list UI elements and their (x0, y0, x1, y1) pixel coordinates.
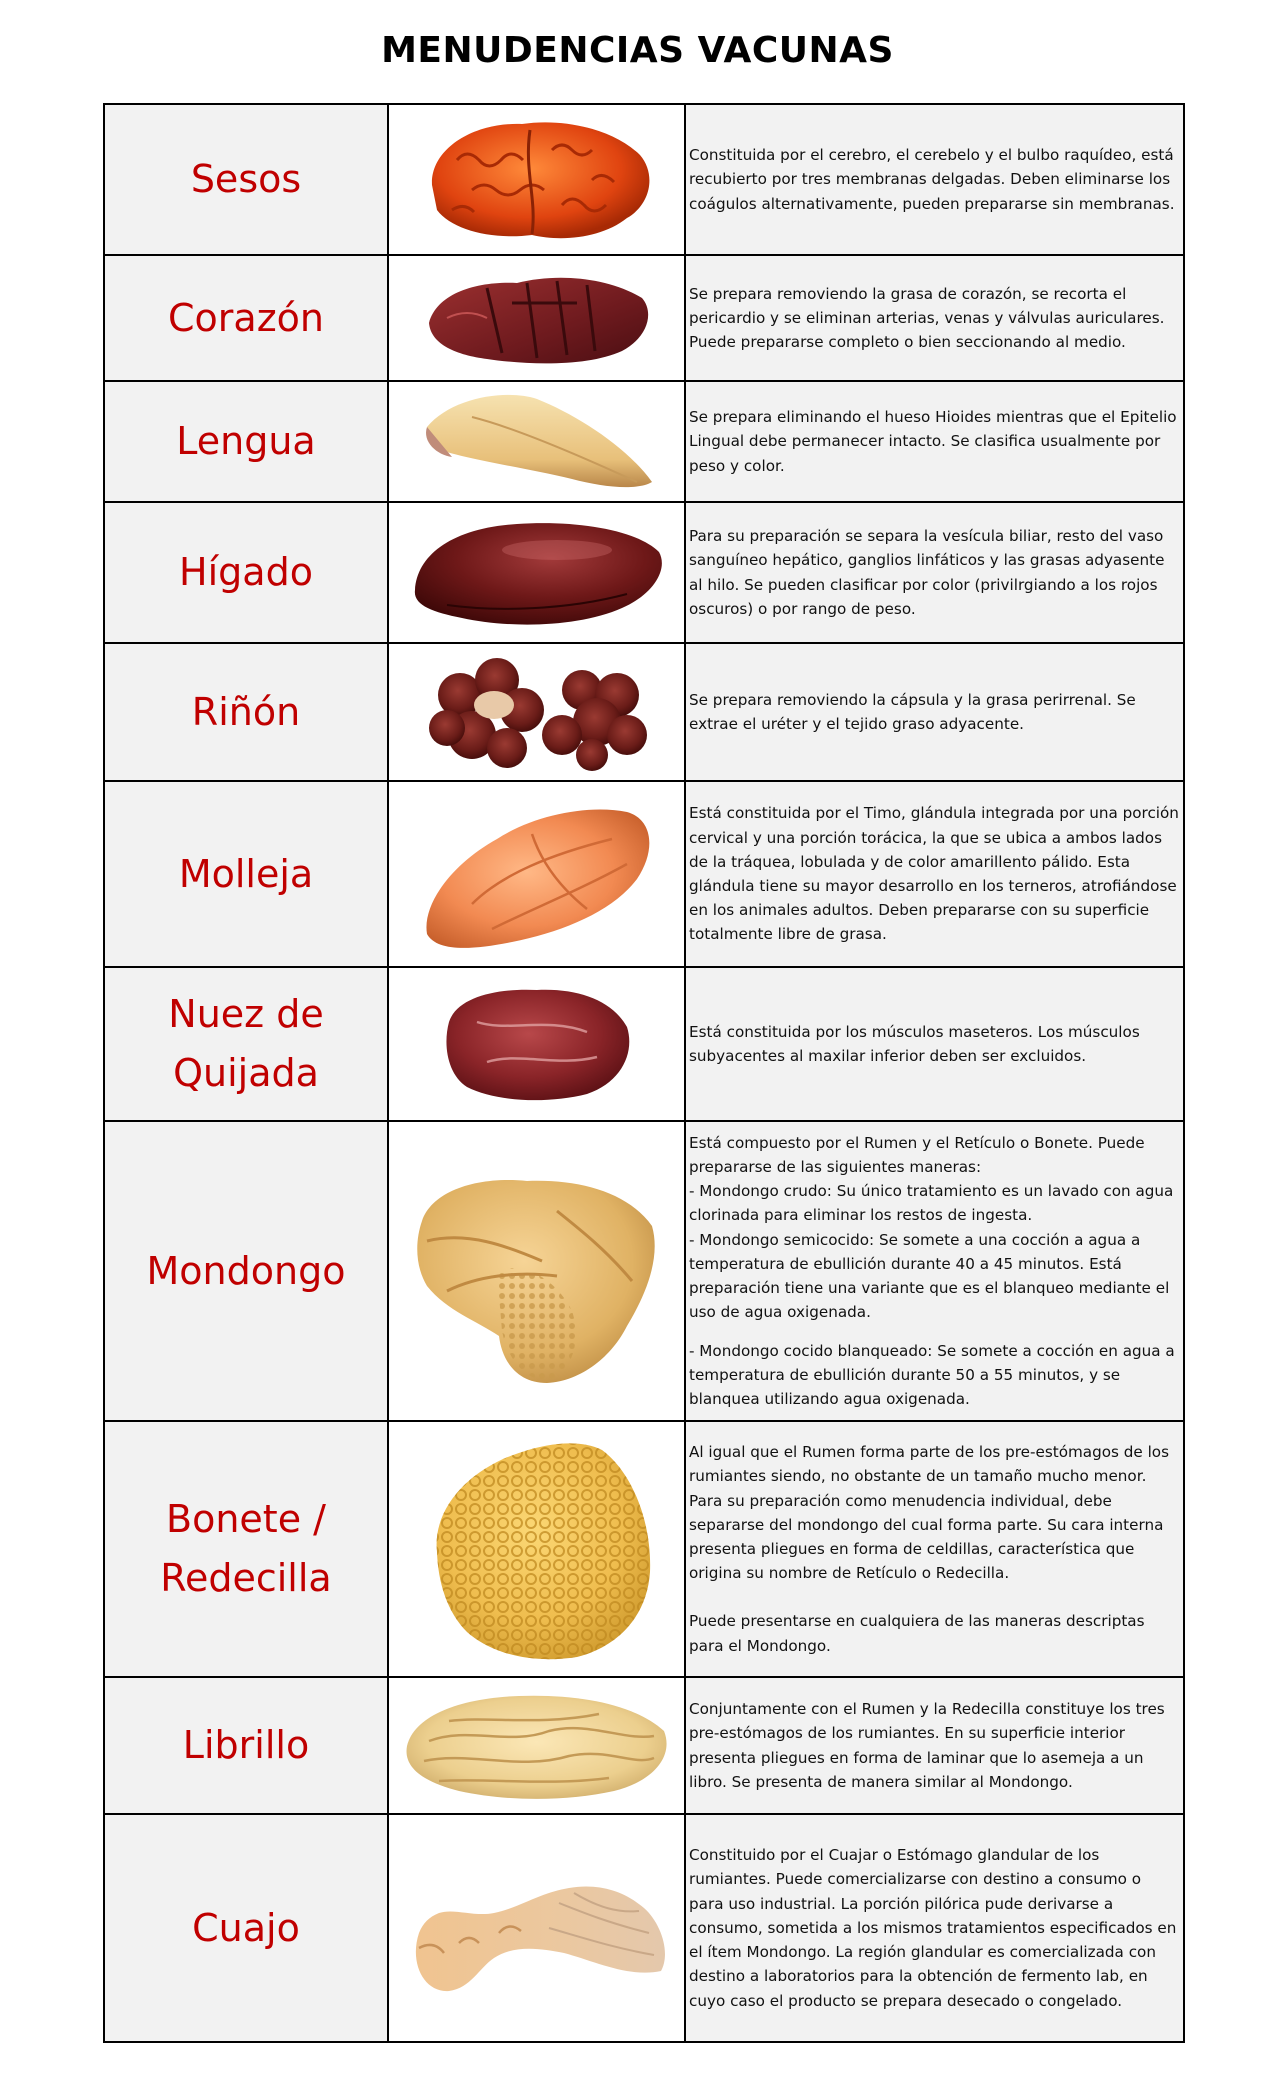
sesos-photo (412, 110, 662, 250)
rinon-photo (412, 650, 662, 775)
bonete-redecilla-photo (412, 1432, 662, 1667)
item-description (685, 502, 1184, 643)
item-image (388, 781, 685, 967)
item-image (388, 967, 685, 1121)
description-paragraph: Se prepara eliminando el hueso Hioides mientras que el Epitelio Lingual debe permanecer intacto. Se clasifica usualmente por peso y color. (689, 408, 1177, 475)
item-image (388, 1814, 685, 2042)
table-row (104, 967, 1184, 1121)
higado-photo (407, 510, 667, 635)
description-paragraph: Constituida por el cerebro, el cerebelo y el bulbo raquídeo, está recubierto por tres membranas delgadas. Deben eliminarse los coágulos alternativamente, pueden prepararse sin membranas. (689, 146, 1175, 213)
item-name: Librillo (104, 1677, 388, 1814)
table-row (104, 255, 1184, 381)
table-row (104, 1121, 1184, 1421)
item-description (685, 967, 1184, 1121)
molleja-photo (412, 794, 662, 954)
item-name: Sesos (104, 104, 388, 255)
description-paragraph: Está constituida por los músculos maseteros. Los músculos subyacentes al maxilar inferior deben ser excluidos. (689, 1022, 1140, 1065)
description-paragraph: - Mondongo cocido blanqueado: Se somete a cocción en agua a temperatura de ebullición durante 50 a 55 minutos, y se blanquea utilizando agua oxigenada. (689, 1341, 1175, 1408)
item-image (388, 1677, 685, 1814)
item-image (388, 1421, 685, 1677)
description-paragraph: Puede presentarse en cualquiera de las maneras descriptas para el Mondongo. (689, 1612, 1145, 1655)
table-row (104, 781, 1184, 967)
table-row (104, 643, 1184, 781)
item-description (685, 781, 1184, 967)
item-image (388, 502, 685, 643)
item-image (388, 104, 685, 255)
description-paragraph: Se prepara removiendo la grasa de corazón, se recorta el pericardio y se eliminan arterias, venas y válvulas auriculares. Puede prepararse completo o bien seccionando al medio. (689, 284, 1165, 352)
item-description (685, 381, 1184, 502)
table-row (104, 1677, 1184, 1814)
lengua-photo (412, 387, 662, 497)
description-paragraph: Constituido por el Cuajar o Estómago glandular de los rumiantes. Puede comercializarse con destino a consumo o para uso industrial. La porción pilórica pude derivarse a consumo, sometida a los mismos tratamientos especificados en el ítem Mondongo. La región glandular es comercializada con destino a laboratorios para la obtención de fermento lab, en cuyo caso el producto se prepara desecado o congelado. (689, 1846, 1177, 2010)
item-name: Riñón (104, 643, 388, 781)
item-name: Cuajo (104, 1814, 388, 2042)
description-paragraph: Conjuntamente con el Rumen y la Redecilla constituye los tres pre-estómagos de los rumiantes. En su superficie interior presenta pliegues en forma de laminar que lo asemeja a un libro. Se presenta de manera similar al Mondongo. (689, 1700, 1165, 1791)
table-row (104, 104, 1184, 255)
item-image (388, 1121, 685, 1421)
table-row (104, 1814, 1184, 2042)
description-paragraph: Está constituida por el Timo, glándula integrada por una porción cervical y una porción torácica, la que se ubica a ambos lados de la tráquea, lobulada y de color amarillento pálido. Esta glándula tiene su mayor desarrollo en los terneros, atrofiándose en los animales adultos. Deben prepararse con su superficie totalmente libre de grasa. (689, 804, 1179, 944)
nuez-de-quijada-photo (437, 982, 637, 1107)
table-row (104, 381, 1184, 502)
cuajo-photo (399, 1853, 674, 2003)
item-description (685, 1421, 1184, 1677)
item-name: Nuez de Quijada (104, 967, 388, 1121)
librillo-photo (399, 1686, 674, 1806)
item-image (388, 255, 685, 381)
mondongo-photo (407, 1151, 667, 1391)
corazon-photo (417, 263, 657, 373)
item-name: Mondongo (104, 1121, 388, 1421)
item-description (685, 643, 1184, 781)
table-row (104, 502, 1184, 643)
item-image (388, 643, 685, 781)
item-name: Lengua (104, 381, 388, 502)
item-name: Molleja (104, 781, 388, 967)
description-paragraph: Para su preparación se separa la vesícula biliar, resto del vaso sanguíneo hepático, ganglios linfáticos y las grasas adyasente al hilo. Se pueden clasificar por color (privilrgiando a los rojos oscuros) o por rango de peso. (689, 527, 1165, 618)
item-description (685, 1814, 1184, 2042)
item-description (685, 1121, 1184, 1421)
item-name: Corazón (104, 255, 388, 381)
item-description (685, 255, 1184, 381)
item-description (685, 104, 1184, 255)
item-name: Hígado (104, 502, 388, 643)
item-image (388, 381, 685, 502)
description-paragraph: Al igual que el Rumen forma parte de los pre-estómagos de los rumiantes siendo, no obstante de un tamaño mucho menor. Para su preparación como menudencia individual, debe separarse del mondongo del cual forma parte. Su cara interna presenta pliegues en forma de celdillas, característica que origina su nombre de Retículo o Redecilla. (689, 1443, 1170, 1583)
page-title: MENUDENCIAS VACUNAS (381, 30, 894, 71)
table-row (104, 1421, 1184, 1677)
item-name: Bonete / Redecilla (104, 1421, 388, 1677)
offal-table (103, 103, 1185, 2043)
description-paragraph: Está compuesto por el Rumen y el Retículo o Bonete. Puede prepararse de las siguientes maneras: - Mondongo crudo: Su único tratamiento es un lavado con agua clorinada para eliminar los restos de ingesta. - Mondongo semicocido: Se somete a una cocción a agua a temperatura de ebullición durante 40 a 45 minutos. Está preparación tiene una variante que es el blanqueo mediante el uso de agua oxigenada. (689, 1133, 1174, 1322)
item-description (685, 1677, 1184, 1814)
description-paragraph: Se prepara removiendo la cápsula y la grasa perirrenal. Se extrae el uréter y el tejido graso adyacente. (689, 690, 1136, 733)
